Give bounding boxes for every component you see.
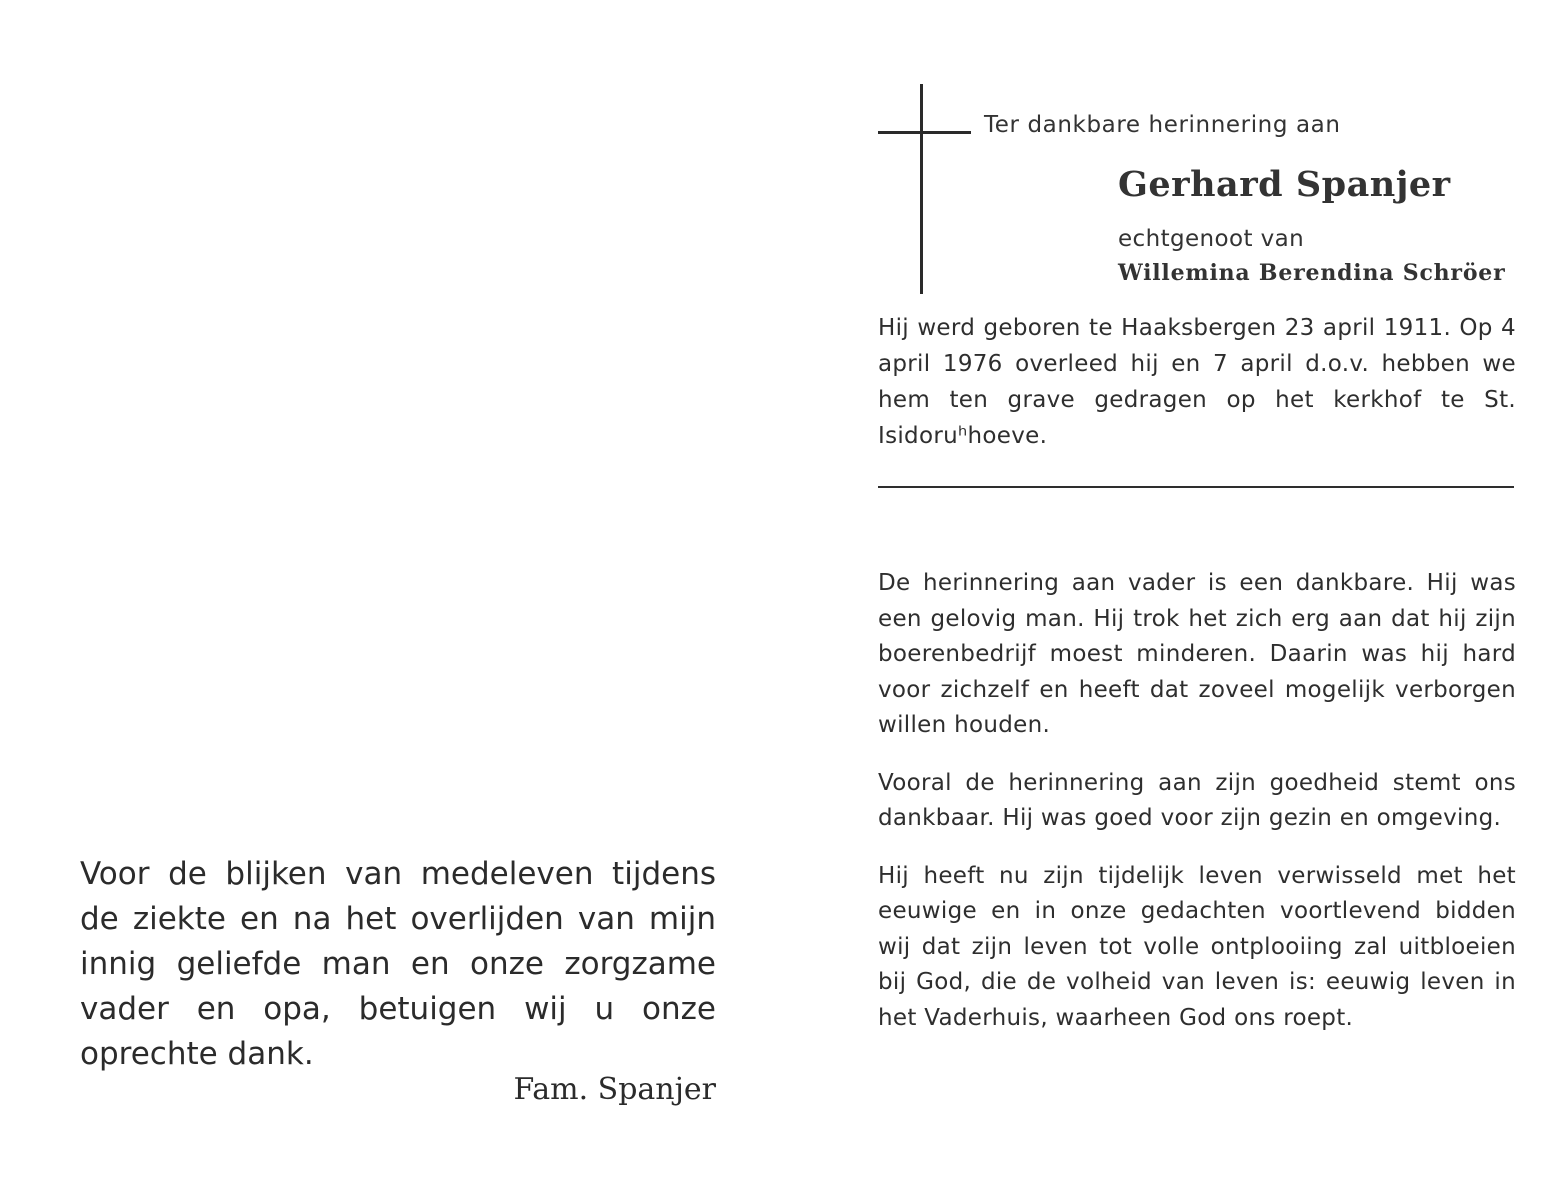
cross-icon	[920, 84, 923, 294]
divider	[878, 486, 1514, 488]
intro-line: Ter dankbare herinnering aan	[984, 112, 1341, 138]
spouse-label: echtgenoot van	[1118, 226, 1305, 252]
thanks-note	[80, 852, 716, 1077]
thanks-text: Voor de blijken van medeleven tijdens de ziekte en na het overlijden van mijn innig geliefde man en onze zorgzame vader en opa, betuigen wij u onze oprechte dank.	[80, 856, 716, 1072]
deceased-name: Gerhard Spanjer	[1118, 164, 1451, 205]
memory-paragraph: De herinnering aan vader is een dankbare. Hij was een gelovig man. Hij trok het zich erg aan dat hij zijn boerenbedrijf moest minderen. Daarin was hij hard voor zichzelf en heeft dat zoveel mogelijk verborgen willen houden.	[878, 570, 1516, 738]
memory-paragraph: Vooral de herinnering aan zijn goedheid stemt ons dankbaar. Hij was goed voor zijn gezin en omgeving.	[878, 769, 1516, 831]
spouse-name: Willemina Berendina Schröer	[1118, 260, 1506, 286]
cross-icon-bar	[878, 131, 971, 134]
biography-text: Hij werd geboren te Haaksbergen 23 april 1911. Op 4 april 1976 overleed hij en 7 april d.o.v. hebben we hem ten grave gedragen op het kerkhof te St. Isidoruʰhoeve.	[878, 315, 1516, 449]
biography	[878, 310, 1516, 454]
family-signoff: Fam. Spanjer	[513, 1072, 716, 1107]
memory-paragraph: Hij heeft nu zijn tijdelijk leven verwisseld met het eeuwige en in onze gedachten voortlevend bidden wij dat zijn leven tot volle ontplooiing zal uitbloeien bij God, die de volheid van leven is: eeuwig leven in het Vaderhuis, waarheen God ons roept.	[878, 862, 1516, 1031]
memory-text	[878, 566, 1516, 1058]
